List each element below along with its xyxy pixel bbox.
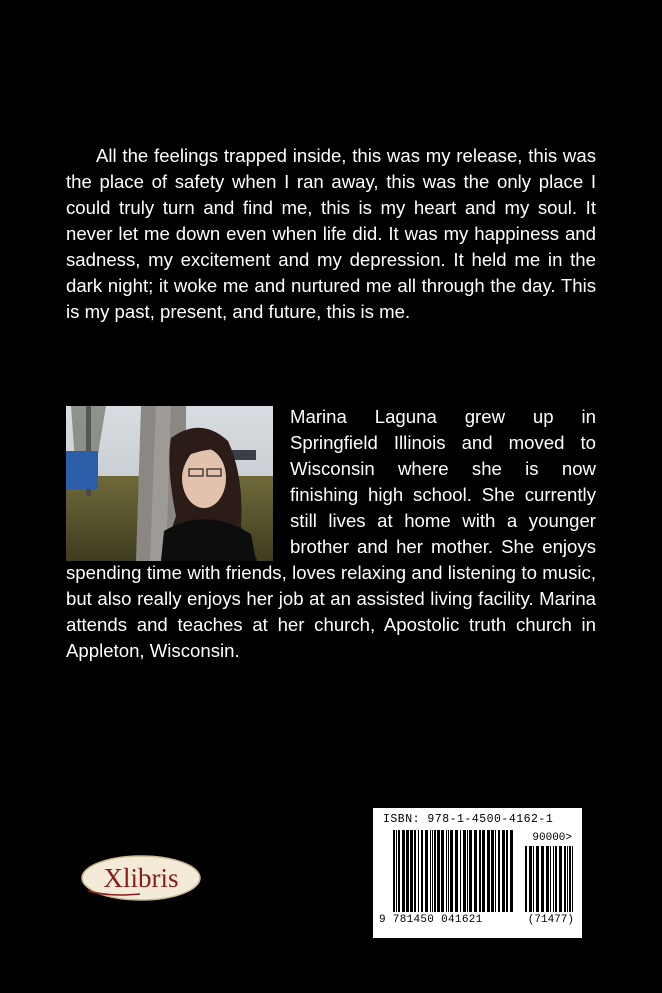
cover-blurb: All the feelings trapped inside, this was my release, this was the place of safety when I ran away, this was the only place I could truly turn and find me, this is my heart and my soul. It never let me down even when life did. It was my happiness and sadness, my excitement and my depression. It held me in the dark night; it woke me and nurtured me all through the day. This is my past, present, and future, this is me. (66, 145, 596, 322)
barcode-bar (460, 830, 461, 912)
barcode-bar (536, 846, 539, 912)
barcode-bar (425, 830, 428, 912)
publisher-name: Xlibris (103, 863, 179, 893)
isbn-label: ISBN: 978-1-4500-4162-1 (383, 813, 554, 826)
ean-digits: 9 781450 041621 (379, 914, 483, 926)
barcode-bar (446, 830, 447, 912)
barcode-bar (567, 846, 568, 912)
barcode-bar (479, 830, 481, 912)
barcode-bar (541, 846, 544, 912)
barcode-bar (463, 830, 466, 912)
xlibris-logo (80, 853, 202, 903)
barcode-bar (474, 830, 477, 912)
price-code: (71477) (527, 914, 574, 926)
barcode-bar (498, 830, 500, 912)
barcode-bar (506, 830, 508, 912)
barcode-bar (553, 846, 554, 912)
barcode-bar (418, 830, 419, 912)
barcode-bar (555, 846, 557, 912)
barcode-addon: 90000> (532, 832, 572, 844)
barcode-bar (482, 830, 485, 912)
barcode-bar (448, 830, 449, 912)
barcode-bar (455, 830, 458, 912)
barcode-bar (569, 846, 571, 912)
barcode-bar (491, 830, 494, 912)
barcode-bar (398, 830, 400, 912)
barcode-bar (402, 830, 405, 912)
barcode-bar (450, 830, 453, 912)
barcode-bar (432, 830, 433, 912)
barcode-bar (434, 830, 436, 912)
barcode-bar (550, 846, 551, 912)
barcode-bar (572, 846, 573, 912)
barcode-bar (469, 830, 472, 912)
barcode-bar (564, 846, 566, 912)
barcode-bar (502, 830, 505, 912)
barcode-bar (495, 830, 496, 912)
barcode-bar (441, 830, 444, 912)
barcode-bar (559, 846, 562, 912)
barcode-bar (529, 846, 532, 912)
barcode-bar (510, 830, 513, 912)
barcode-bar (437, 830, 440, 912)
barcode-bar (421, 830, 423, 912)
barcode-bar (533, 846, 534, 912)
photo-spacer (66, 404, 290, 560)
author-bio: Marina Laguna grew up in Springfield Illinois and moved to Wisconsin where she is now finishing high school. She currently still lives at home with a younger brother and her mother. She enjoys spending time with friends, loves relaxing and listening to music, but also really enjoys her job at an assisted living facility. Marina attends and teaches at her church, Apostolic truth church in Appleton, Wisconsin. (66, 406, 596, 661)
barcode-bar (430, 830, 431, 912)
author-bio-block (66, 404, 596, 664)
barcode-bar (487, 830, 490, 912)
barcode-bar (546, 846, 549, 912)
barcode-bar (393, 830, 395, 912)
barcode-bar (410, 830, 413, 912)
isbn-barcode (373, 808, 582, 938)
barcode-bar (414, 830, 416, 912)
barcode-bar (525, 846, 527, 912)
barcode-bar (406, 830, 409, 912)
barcode-bar (467, 830, 468, 912)
barcode-bar (396, 830, 397, 912)
